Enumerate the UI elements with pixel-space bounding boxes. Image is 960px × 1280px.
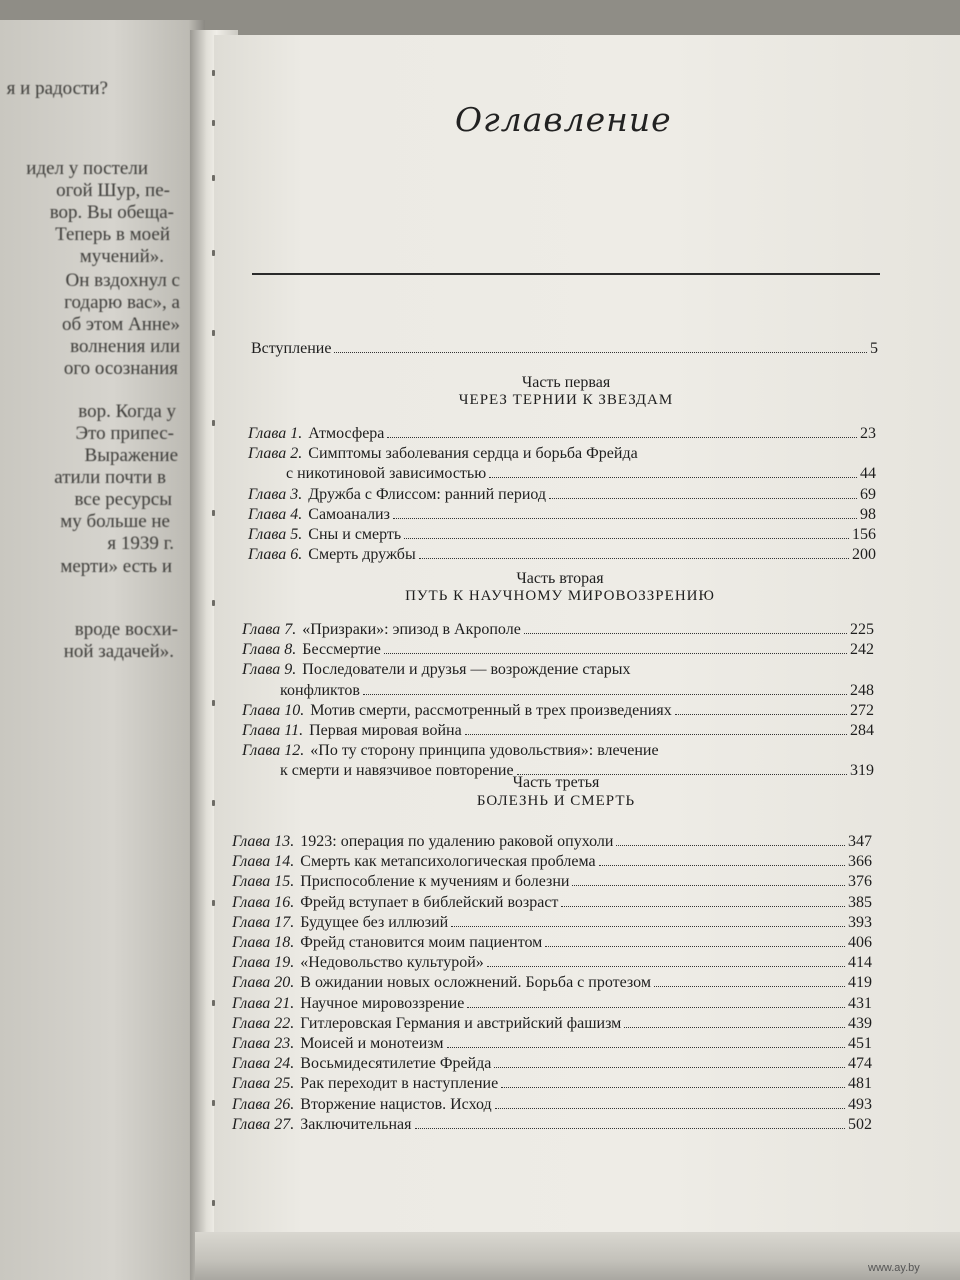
left-page-line: об этом Анне» [61,314,180,335]
chapter-number: Глава 12. [242,742,305,760]
toc-chapter-entry [242,640,874,659]
part-title: ЧЕРЕЗ ТЕРНИИ К ЗВЕЗДАМ [458,392,674,408]
part-title: ПУТЬ К НАУЧНОМУ МИРОВОЗЗРЕНИЮ [405,588,715,604]
chapter-page-number: 284 [850,722,874,739]
chapter-title: Научное мировоззрение [300,994,465,1012]
chapter-page-number: 431 [848,994,872,1012]
chapter-number: Глава 18. [232,934,295,951]
chapter-page-number: 502 [848,1115,872,1133]
binding-stitch [212,510,215,516]
chapter-page-number: 44 [860,465,876,483]
chapter-number: Глава 9. [242,661,297,679]
chapter-page-number: 376 [848,873,872,891]
left-page-line: Это припес- [75,423,174,444]
dot-leader [404,538,849,539]
intro-page: 5 [870,340,878,357]
chapter-number: Глава 14. [232,853,295,871]
dot-leader [489,477,857,478]
chapter-page-number: 156 [852,526,876,543]
intro-title: Вступление [251,340,332,357]
dot-leader [451,926,845,927]
toc-chapter-entry [248,505,876,524]
toc-chapter-entry [232,953,872,972]
chapter-title: Смерть как метапсихологическая проблема [300,853,596,871]
toc-chapter-entry [248,444,876,463]
dot-leader [384,653,847,654]
dot-leader [387,437,857,438]
chapter-page-number: 406 [848,934,872,951]
toc-chapter-entry [232,994,872,1013]
left-page [0,20,205,1280]
chapter-page-number: 23 [860,425,876,442]
chapter-number: Глава 13. [232,833,295,850]
toc-chapter-entry [232,893,872,912]
chapter-title: Гитлеровская Германия и австрийский фашизм [300,1014,622,1032]
chapter-number: Глава 19. [232,954,295,972]
chapter-title: 1923: операция по удалению раковой опухоли [300,833,614,850]
chapter-page-number: 347 [848,833,872,850]
chapter-title: Будущее без иллюзий [300,913,449,931]
left-page-line: вроде восхи- [74,619,178,640]
left-page-line: идел у постели [26,158,148,179]
chapter-page-number: 439 [848,1014,872,1032]
toc-chapter-entry [232,1034,872,1053]
left-page-line: Он вздохнул с [65,270,180,291]
chapter-page-number: 481 [848,1075,872,1093]
dot-leader [501,1087,845,1088]
chapter-number: Глава 17. [232,913,295,931]
binding-stitch [212,70,215,76]
chapter-page-number: 225 [850,621,874,638]
chapter-page-number: 451 [848,1035,872,1052]
left-page-line: огой Шур, пе- [56,180,170,201]
chapter-title: В ожидании новых осложнений. Борьба с протезом [300,974,651,992]
left-page-line: годарю вас», а [64,292,180,313]
chapter-page-number: 69 [860,485,876,503]
left-page-line: я 1939 г. [107,533,174,554]
toc-chapter-entry [232,933,872,952]
binding-stitch [212,700,215,706]
toc-chapter-continuation [280,681,874,700]
chapter-number: Глава 3. [248,485,303,503]
chapter-title: Дружба с Флиссом: ранний период [308,485,547,503]
part-title: БОЛЕЗНЬ И СМЕРТЬ [476,793,636,809]
chapter-title: Последователи и друзья — возрождение старых [302,661,631,679]
left-page-line: ого осознания [63,358,178,379]
toc-chapter-entry [232,913,872,932]
toc-chapter-entry [232,1014,872,1033]
part-label: Часть третья [512,774,600,791]
dot-leader [393,518,857,519]
binding-stitch [212,1100,215,1106]
chapter-title-continuation: конфликтов [280,681,360,699]
left-page-line: му больше не [60,511,170,532]
binding-stitch [212,250,215,256]
chapter-number: Глава 6. [248,546,303,564]
binding-stitch [212,800,215,806]
dot-leader [447,1047,845,1048]
left-page-line: Выражение [84,445,178,466]
dot-leader [616,845,845,846]
chapter-title: Фрейд становится моим пациентом [300,934,543,951]
binding-stitch [212,420,215,426]
chapter-number: Глава 7. [242,621,297,638]
heading-rule [252,273,880,275]
toc-chapter-entry [248,424,876,443]
toc-chapter-entry [242,701,874,720]
chapter-title: «Недовольство культурой» [300,954,484,972]
chapter-title-continuation: с никотиновой зависимостью [286,465,487,483]
chapter-number: Глава 20. [232,974,295,992]
left-page-line: вор. Вы обеща- [49,202,174,223]
chapter-title: Симптомы заболевания сердца и борьба Фрейда [308,445,638,463]
chapter-title: Заключительная [300,1115,412,1133]
chapter-number: Глава 5. [248,526,303,543]
toc-heading: Оглавление [455,100,672,139]
binding-stitch [212,175,215,181]
dot-leader [415,1128,846,1129]
toc-chapter-entry [232,852,872,871]
chapter-title: Самоанализ [308,505,390,523]
toc-chapter-entry [242,741,874,760]
left-page-line: волнения или [70,336,180,357]
chapter-page-number: 242 [850,641,874,659]
toc-chapter-entry [248,525,876,544]
chapter-title: Смерть дружбы [308,546,416,564]
chapter-number: Глава 16. [232,893,295,911]
binding-stitch [212,600,215,606]
chapter-title: Атмосфера [308,425,385,442]
chapter-page-number: 414 [848,954,872,972]
left-page-line: ной задачей». [63,641,174,662]
chapter-title: Восьмидесятилетие Фрейда [300,1055,492,1073]
dot-leader [561,906,845,907]
toc-chapter-entry [242,660,874,679]
dot-leader [494,1067,845,1068]
chapter-page-number: 319 [850,762,874,780]
dot-leader [549,498,857,499]
chapter-number: Глава 27. [232,1115,295,1133]
dot-leader [524,633,847,634]
left-page-line: вор. Когда у [78,401,176,422]
left-page-line: атили почти в [54,467,166,488]
dot-leader [465,734,847,735]
toc-chapter-entry [232,1095,872,1114]
chapter-page-number: 419 [848,974,872,992]
dot-leader [675,714,847,715]
chapter-page-number: 98 [860,505,876,523]
left-page-line: я и радости? [6,78,108,99]
left-page-line: мучений». [79,246,164,267]
toc-chapter-entry [232,1115,872,1134]
chapter-title: Сны и смерть [308,526,402,543]
chapter-page-number: 200 [852,546,876,564]
toc-chapter-entry [242,721,874,740]
chapter-page-number: 393 [848,913,872,931]
chapter-title: Приспособление к мучениям и болезни [300,873,570,891]
chapter-page-number: 493 [848,1095,872,1113]
toc-intro-entry [251,340,878,358]
toc-chapter-entry [232,1074,872,1093]
toc-chapter-continuation [286,464,876,483]
binding-stitch [212,1200,215,1206]
chapter-title: Первая мировая война [309,722,462,739]
chapter-number: Глава 15. [232,873,295,891]
toc-chapter-entry [232,872,872,891]
dot-leader [495,1108,845,1109]
watermark: www.ay.by [868,1262,920,1274]
toc-chapter-entry [232,973,872,992]
chapter-title-continuation: к смерти и навязчивое повторение [280,762,514,780]
chapter-title: Фрейд вступает в библейский возраст [300,893,559,911]
chapter-number: Глава 21. [232,994,295,1012]
page-edge [195,1232,960,1280]
chapter-number: Глава 24. [232,1055,295,1073]
chapter-number: Глава 8. [242,641,297,659]
binding-stitch [212,120,215,126]
chapter-number: Глава 4. [248,505,303,523]
chapter-page-number: 366 [848,853,872,871]
chapter-number: Глава 25. [232,1075,295,1093]
chapter-page-number: 474 [848,1055,872,1073]
toc-chapter-entry [242,620,874,639]
dot-leader [624,1027,845,1028]
left-page-line: мерти» есть и [60,556,172,577]
chapter-title: «Призраки»: эпизод в Акрополе [302,621,521,638]
binding-stitch [212,900,215,906]
chapter-title: Моисей и монотеизм [300,1035,444,1052]
chapter-number: Глава 2. [248,445,303,463]
binding-stitch [212,1000,215,1006]
chapter-page-number: 248 [850,681,874,699]
chapter-title: Рак переходит в наступление [300,1075,499,1093]
left-page-line: все ресурсы [74,489,172,510]
dot-leader [572,885,845,886]
chapter-number: Глава 10. [242,701,305,719]
dot-leader [654,986,845,987]
dot-leader [363,694,847,695]
part-label: Часть вторая [516,570,604,587]
dot-leader [545,946,845,947]
chapter-number: Глава 11. [242,722,304,739]
toc-chapter-entry [232,832,872,851]
toc-chapter-entry [248,545,876,564]
toc-chapter-entry [232,1054,872,1073]
binding-stitch [212,330,215,336]
chapter-title: Бессмертие [302,641,381,659]
chapter-number: Глава 1. [248,425,303,442]
dot-leader [487,966,845,967]
chapter-page-number: 385 [848,893,872,911]
toc-chapter-entry [248,485,876,504]
part-label: Часть первая [521,374,611,391]
dot-leader [419,558,849,559]
chapter-page-number: 272 [850,701,874,719]
chapter-number: Глава 22. [232,1014,295,1032]
chapter-number: Глава 26. [232,1095,295,1113]
chapter-title: Вторжение нацистов. Исход [300,1095,492,1113]
dot-leader [599,865,845,866]
chapter-title: Мотив смерти, рассмотренный в трех произведениях [310,701,672,719]
chapter-title: «По ту сторону принципа удовольствия»: влечение [310,742,659,760]
dot-leader [334,352,867,353]
left-page-line: Теперь в моей [55,224,170,245]
chapter-number: Глава 23. [232,1035,295,1052]
dot-leader [467,1007,845,1008]
